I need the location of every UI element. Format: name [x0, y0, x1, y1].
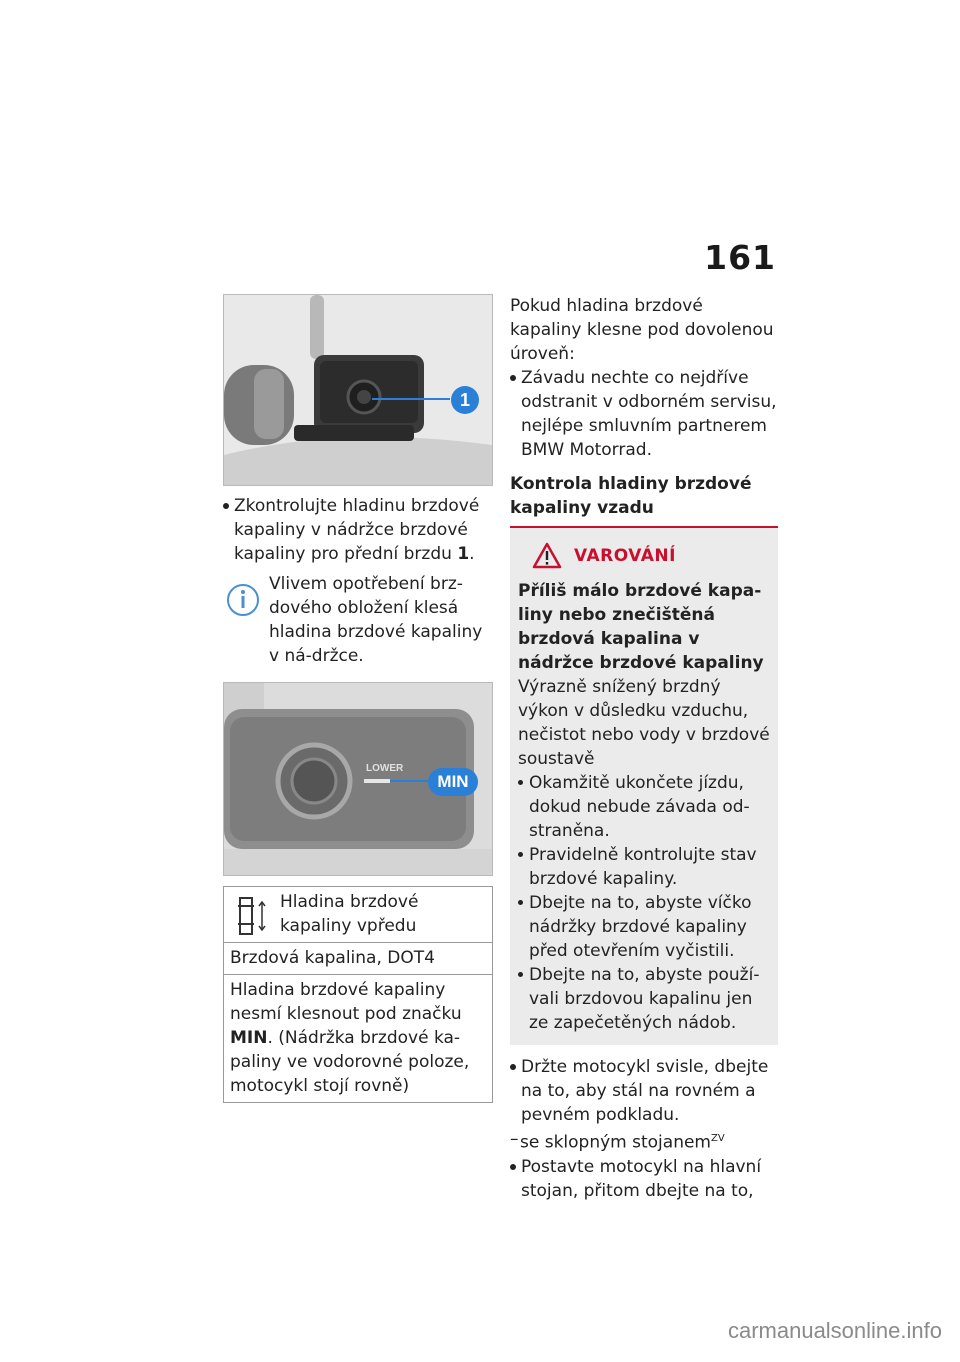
- section-heading: Kontrola hladiny brzdové kapaliny vzadu: [510, 474, 752, 518]
- callout-badge-min: MIN: [428, 768, 478, 796]
- spec-min-text-b: . (Nádržka brzdové ka-paliny ve vodorovné poloze, motocykl stojí rovně): [230, 1028, 470, 1096]
- reservoir-min-photo: [223, 682, 493, 876]
- callout-badge-1: 1: [451, 386, 479, 414]
- warning-title: VAROVÁNÍ: [574, 545, 676, 566]
- right-column: [510, 294, 778, 1203]
- dash-item-text: se sklopným stojanem: [520, 1132, 711, 1153]
- bullet-dot: [518, 972, 523, 977]
- warning-body: Výrazně snížený brzdný výkon v důsledku vzduchu, nečistot nebo vody v brzdové soustavě: [518, 677, 770, 769]
- fluid-level-icon: [234, 894, 270, 938]
- bullet-service-text: Závadu nechte co nejdříve odstranit v odborném servisu, nejlépe smluvním partnerem BMW Motorrad.: [521, 368, 777, 460]
- warning-item: [518, 843, 770, 891]
- bullet-stand-text: Postavte motocykl na hlavní stojan, přitom dbejte na to,: [521, 1156, 762, 1201]
- brake-reservoir-photo: [223, 294, 493, 486]
- warning-summary: Příliš málo brzdové kapa-liny nebo znečištěná brzdová kapalina v nádržce brzdové kapaliny: [518, 581, 764, 673]
- bullet-dot: [510, 1164, 516, 1170]
- warning-item-text: Dbejte na to, abyste víčko nádržky brzdové kapaliny před otevřením vyčistili.: [529, 893, 752, 961]
- dash-item-side-stand: [510, 1127, 778, 1155]
- warning-icon: [532, 542, 562, 569]
- bullet-check-end: .: [469, 544, 475, 564]
- page-number: 161: [704, 238, 776, 277]
- warning-item: [518, 963, 770, 1035]
- warning-item: [518, 771, 770, 843]
- intro-paragraph: Pokud hladina brzdové kapaliny klesne pod dovolenou úroveň:: [510, 296, 774, 364]
- spec-min-mark: MIN: [230, 1028, 268, 1048]
- bullet-dot: [518, 852, 523, 857]
- spec-table-header: [224, 887, 492, 942]
- spec-row-min-level: [224, 974, 492, 1102]
- bullet-dot: [518, 900, 523, 905]
- bullet-dot: [510, 375, 516, 381]
- reference-1: 1: [457, 544, 470, 564]
- list-item-service: [510, 366, 778, 462]
- bullet-check-text: Zkontrolujte hladinu brzdové kapaliny v nádržce brzdové kapaliny pro přední brzdu: [234, 496, 480, 564]
- spec-table: [223, 886, 493, 1103]
- warning-item-text: Pravidelně kontrolujte stav brzdové kapaliny.: [529, 845, 757, 889]
- spec-table-title: Hladina brzdové kapaliny vpředu: [280, 892, 419, 936]
- bullet-upright-text: Držte motocykl svisle, dbejte na to, aby stál na rovném a pevném podkladu.: [521, 1057, 769, 1125]
- warning-item-text: Dbejte na to, abyste použí-vali brzdovou kapalinu jen ze zapečetěných nádob.: [529, 965, 760, 1033]
- optional-equipment-mark: ZV: [711, 1133, 725, 1144]
- list-item-main-stand: [510, 1155, 778, 1203]
- list-item-check-level: [223, 494, 493, 566]
- warning-item: [518, 891, 770, 963]
- bullet-dot: [518, 780, 523, 785]
- spec-row-fluid-type: Brzdová kapalina, DOT4: [224, 942, 492, 974]
- bullet-dot: [510, 1064, 516, 1070]
- info-note: [223, 572, 493, 668]
- left-column: [223, 294, 493, 1103]
- dash-marker: –: [510, 1129, 519, 1149]
- lower-mark-label: LOWER: [366, 763, 404, 774]
- watermark: carmanualsonline.info: [727, 1318, 942, 1343]
- brake-reservoir-illustration: [224, 295, 492, 485]
- warning-item-text: Okamžitě ukončete jízdu, dokud nebude závada od-straněna.: [529, 773, 750, 841]
- info-icon: [223, 578, 263, 618]
- warning-box: [510, 526, 778, 1045]
- bullet-dot: [223, 503, 229, 509]
- spec-min-text-a: Hladina brzdové kapaliny nesmí klesnout pod značku: [230, 980, 462, 1024]
- list-item-upright: [510, 1055, 778, 1127]
- note-text: Vlivem opotřebení brz-dového obložení klesá hladina brzdové kapaliny v ná-držce.: [269, 574, 483, 666]
